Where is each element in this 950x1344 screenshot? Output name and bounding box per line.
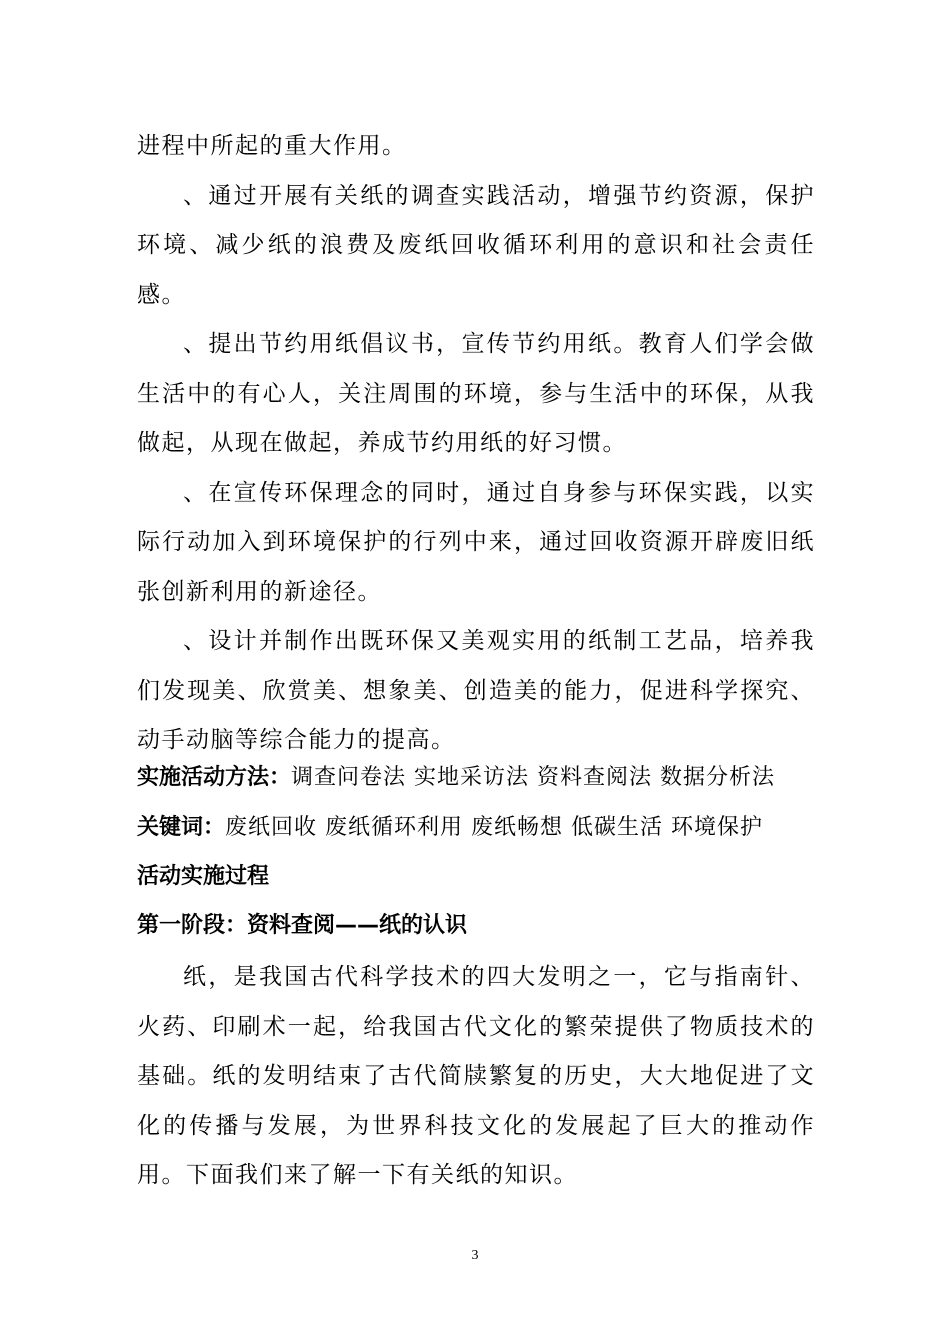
objective-paragraph-1: 、通过开展有关纸的调查实践活动，增强节约资源，保护环境、减少纸的浪费及废纸回收循环利用的意识和社会责任感。: [137, 182, 815, 308]
methods-value: 调查问卷法 实地采访法 资料查阅法 数据分析法: [291, 765, 775, 790]
stage-title: 第一阶段：资料查阅——纸的认识: [137, 913, 468, 938]
objective-paragraph-2: 、提出节约用纸倡议书，宣传节约用纸。教育人们学会做生活中的有心人，关注周围的环境，参与生活中的环保，从我做起，从现在做起，养成节约用纸的好习惯。: [137, 331, 815, 456]
methods-line: [137, 763, 837, 793]
keywords-value: 废纸回收 废纸循环利用 废纸畅想 低碳生活 环境保护: [225, 815, 763, 840]
body-text-bottom: [137, 953, 815, 1201]
objective-paragraph-3: 、在宣传环保理念的同时，通过自身参与环保实践，以实际行动加入到环境保护的行列中来，通过回收资源开辟废旧纸张创新利用的新途径。: [137, 479, 815, 605]
paragraph-continuation: 进程中所起的重大作用。: [137, 133, 407, 159]
objective-paragraph-4: 、设计并制作出既环保又美观实用的纸制工艺品，培养我们发现美、欣赏美、想象美、创造美的能力，促进科学探究、动手动脑等综合能力的提高。: [137, 628, 815, 753]
page-number: 3: [471, 1248, 479, 1263]
paper-intro-paragraph: 纸，是我国古代科学技术的四大发明之一，它与指南针、火药、印刷术一起，给我国古代文化的繁荣提供了物质技术的基础。纸的发明结束了古代简牍繁复的历史，大大地促进了文化的传播与发展，为世界科技文化的发展起了巨大的推动作用。下面我们来了解一下有关纸的知识。: [137, 964, 815, 1188]
keywords-line: [137, 813, 837, 843]
body-text-top: [137, 122, 815, 766]
keywords-label: 关键词：: [137, 815, 226, 840]
section-title: 活动实施过程: [137, 864, 270, 889]
methods-label: 实施活动方法：: [137, 765, 292, 790]
